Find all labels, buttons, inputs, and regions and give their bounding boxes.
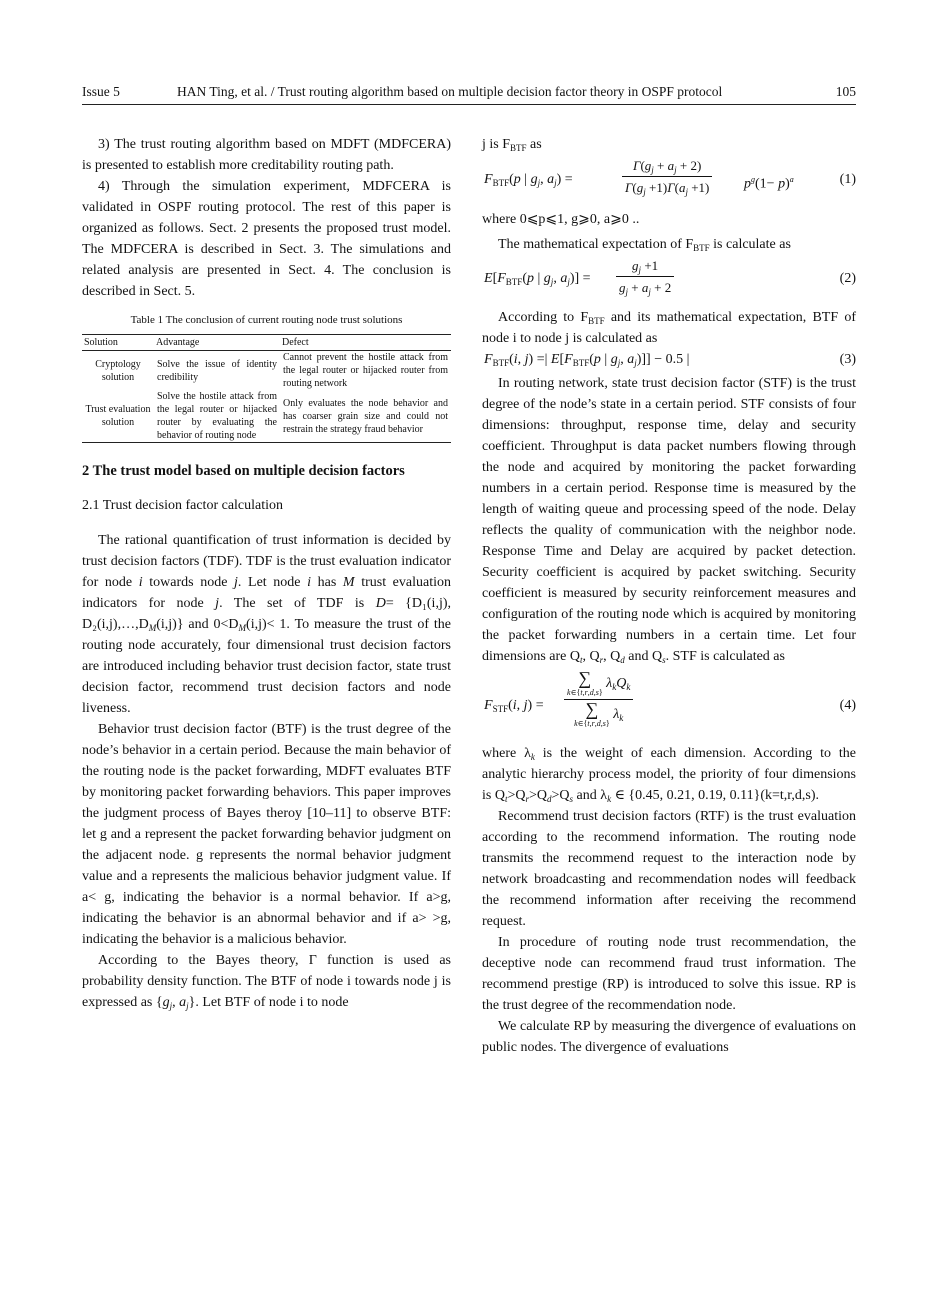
table-header: Solution — [82, 335, 154, 351]
paragraph-divergence: We calculate RP by measuring the divergence of evaluations on public nodes. The divergence of evaluations — [482, 1019, 856, 1055]
right-column — [482, 134, 856, 1058]
table-cell: Trust evaluation solution — [82, 390, 154, 443]
running-title: HAN Ting, et al. / Trust routing algorithm based on multiple decision factor theory in OSPF protocol — [177, 84, 723, 99]
contribution-item-3: 3) The trust routing algorithm based on MDFT (MDFCERA) is presented to establish more creditability routing path. — [82, 137, 451, 173]
paragraph-rtf: Recommend trust decision factors (RTF) is the trust evaluation according to the recommend information. The routing node transmits the recommend request to the interaction node by network broadcasting and recommendation nodes will feedback the recommend information after receiving the recommend request. — [482, 809, 856, 929]
table-caption: Table 1 The conclusion of current routing node trust solutions — [130, 314, 403, 326]
contribution-item-4: 4) Through the simulation experiment, MDFCERA is validated in OSPF routing protocol. The rest of this paper is organized as follows. Sect. 2 presents the proposed trust model. The MDFCERA is described in Sect. 3. The simulations and related analysis are presented in Sect. 4. The conclusion is described in Sect. 5. — [82, 179, 451, 299]
page-number: 105 — [835, 84, 856, 99]
table-cell: Cryptology solution — [95, 358, 141, 383]
table-header: Defect — [280, 335, 451, 351]
table-cell: Cannot prevent the hostile attack from the legal router or hijacked router from routing network — [283, 352, 448, 389]
section-2-1-heading: 2.1 Trust decision factor calculation — [82, 498, 284, 513]
equation-number: (4) — [839, 698, 856, 713]
paragraph-tdf: The rational quantification of trust information is decided by trust decision factors (TDF). TDF is the trust evaluation indicator for node i towards node j. Let node i has M trust evaluation indicators for node j. The set of TDF is D= {D₁(i,j), $D_2(i,j),\dots,D_M(i,j)$} and $0<D_M(i,j)< 1$. To measure the trust of the routing node accurately, four dimensional trust decision factors are introduced including behavior trust decision factor, state trust decision factor, recommend trust decision factors and node liveness. — [82, 533, 451, 716]
issue-label: Issue 5 — [82, 84, 120, 99]
table-row — [82, 390, 451, 443]
equation-number: (1) — [839, 172, 856, 187]
paragraph-fbtf-intro: j is $F_{BTF}$ as — [482, 137, 542, 153]
equation-1: $F_{BTF}(p$ | $g_j$, $a_j$) = $\frac{\Gamma(g_j + a_j + 2)}{\Gamma(g_j +1)\Gamma(a_j +1)}$ $p^g(1- p)^a$ (1) — [482, 155, 856, 203]
equation-number: (3) — [839, 352, 856, 367]
left-column — [82, 134, 451, 1013]
section-2-heading: 2 The trust model based on multiple decision factors — [82, 463, 405, 479]
table-cell: Only evaluates the node behavior and has coarser grain size and could not restrain the strategy fraud behavior — [280, 390, 451, 443]
table-cell: Solve the hostile attack from the legal router or hijacked router by evaluating the behavior of routing node — [154, 390, 280, 443]
equation-3: $F_{BTF}(i$, j) =| $E[F_{BTF}(p$ | $g_j$, $a_j)]] - 0.5$ | (3) — [482, 349, 856, 373]
equation-4: $F_{STF}(i$, j) = ∑ k∈{t,r,d,s} $\lambda_kQ_k$ ∑ k∈{t,r,d,s} $\lambda_k$ (4) — [484, 668, 856, 728]
table-row — [82, 351, 451, 391]
page-header — [82, 84, 856, 105]
paragraph-btf-calc: According to $F_{BTF}$ and its mathematical expectation, BTF of node i to node j is calculated as — [482, 310, 856, 346]
equation-1-condition: where 0⩽p⩽1, g⩾0, a⩾0 .. — [482, 212, 640, 227]
equation-2: $E[F_{BTF}(p$ | $g_j$, $a_j$)] = $\frac{g_j +1}{g_j + a_j + 2}$ (2) — [482, 255, 856, 301]
paragraph-rp: In procedure of routing node trust recommendation, the deceptive node can recommend fraud trust information. The recommend prestige (RP) is introduced to solve this issue. RP is the trust degree of the recommendation node. — [482, 935, 856, 1013]
paragraph-bayes: According to the Bayes theory, Γ function is used as probability density function. The BTF of node i towards node j is expressed as {$g_j$, $a_j$}. Let BTF of node i to node — [82, 953, 451, 1011]
table-cell: Solve the issue of identity credibility — [157, 358, 277, 383]
paragraph-weights: where $\lambda_k$ is the weight of each dimension. According to the analytic hierarchy process model, the priority of four dimensions is $Q_t>Q_r>Q_d>Q_s$ and $\lambda_k$ ∈ {0.45, 0.21, 0.19, 0.11}(k=t,r,d,s). — [482, 746, 856, 804]
paragraph-expectation: The mathematical expectation of $F_{BTF}$ is calculate as — [498, 237, 791, 253]
paragraph-stf: In routing network, state trust decision factor (STF) is the trust degree of the node’s state in a certain period. STF consists of four dimensions: throughput, response time, delay and security coefficient. Throughput is data packet numbers flowing through the node and acquired by monitoring the packet forwarding numbers in a certain period. Response time is measured by the length of waiting queue and processing speed of the node. Delay reflects the quality of communication with the neighbor node. Response Time and Delay are acquired by packet detection. Security coefficient is acquired by packet switching. Security coefficient is measured by security reinforcement measures and configuration of the routing node which is acquired by monitoring the packet forwarding numbers in a certain time. Let four dimensions are $Q_t$, $Q_r$, $Q_d$ and $Q_s$. STF is calculated as — [482, 376, 856, 665]
paragraph-btf: Behavior trust decision factor (BTF) is the trust degree of the node’s behavior in a certain period. Because the main behavior of the routing node is the packet forwarding, MDFT evaluates BTF by monitoring packet forwarding behaviors. This paper improves the judgment process of Bayes theroy [10–11] to observe BTF: let g and a represent the packet forwarding behavior judgment on the adjacent node. g represents the normal behavior judgment value and a represents the malicious behavior judgment value. If a< g, indicating the behavior is a normal behavior. If a>g, indicating the behavior is an abnormal behavior and if a> >g, indicating the behavior is a malicious behavior. — [82, 722, 451, 947]
solutions-table — [82, 334, 451, 443]
table-header: Advantage — [154, 335, 280, 351]
equation-number: (2) — [839, 271, 856, 286]
